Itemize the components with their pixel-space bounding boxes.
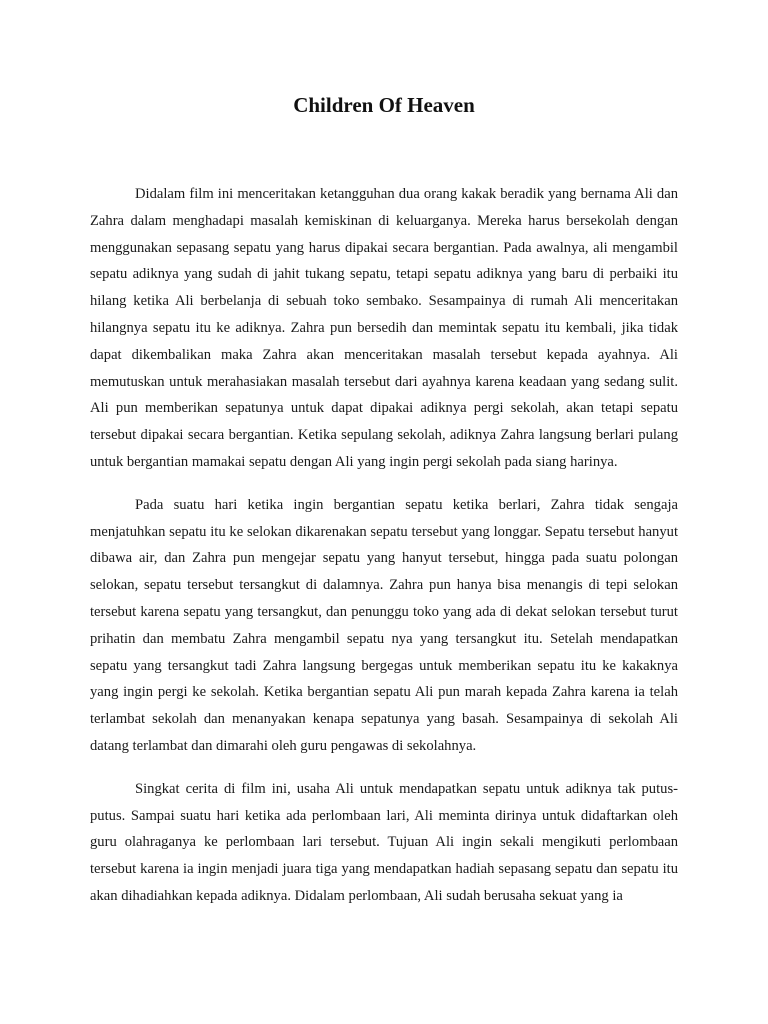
document-title: Children Of Heaven: [293, 93, 475, 117]
document-body: [90, 181, 678, 926]
paragraph-2: Pada suatu hari ketika ingin bergantian sepatu ketika berlari, Zahra tidak sengaja menjatuhkan sepatu itu ke selokan dikarenakan sepatu tersebut yang longgar. Sepatu tersebut hanyut dibawa air, dan Zahra pun mengejar sepatu yang hanyut tersebut, hingga pada suatu polongan selokan, sepatu tersebut tersangkut di dalamnya. Zahra pun hanya bisa menangis di tepi selokan tersebut karena sepatu yang tersangkut, dan penunggu toko yang ada di dekat selokan tersebut turut prihatin dan membatu Zahra mengambil sepatu nya yang tersangkut itu. Setelah mendapatkan sepatu yang tersangkut tadi Zahra langsung bergegas untuk memberikan sepatu itu ke kakaknya yang ingin pergi ke sekolah. Ketika bergantian sepatu Ali pun marah kepada Zahra karena ia telah terlambat sekolah dan menanyakan kenapa sepatunya yang basah. Sesampainya di sekolah Ali datang terlambat dan dimarahi oleh guru pengawas di sekolahnya.: [90, 496, 678, 754]
paragraph-3: Singkat cerita di film ini, usaha Ali untuk mendapatkan sepatu untuk adiknya tak putus-putus. Sampai suatu hari ketika ada perlombaan lari, Ali meminta dirinya untuk didaftarkan oleh guru olahraganya ke perlombaan lari tersebut. Tujuan Ali ingin sekali mengikuti perlombaan tersebut karena ia ingin menjadi juara tiga yang mendapatkan hadiah sepasang sepatu dan sepatu itu akan dihadiahkan kepada adiknya. Didalam perlombaan, Ali sudah berusaha sekuat yang ia: [90, 780, 678, 904]
paragraph-1: Didalam film ini menceritakan ketangguhan dua orang kakak beradik yang bernama Ali dan Zahra dalam menghadapi masalah kemiskinan di keluarganya. Mereka harus bersekolah dengan menggunakan sepasang sepatu yang harus dipakai secara bergantian. Pada awalnya, ali mengambil sepatu adiknya yang sudah di jahit tukang sepatu, tetapi sepatu adiknya yang baru di perbaiki itu hilang ketika Ali berbelanja di sebuah toko sembako. Sesampainya di rumah Ali menceritakan hilangnya sepatu itu ke adiknya. Zahra pun bersedih dan memintak sepatu itu kembali, jika tidak dapat dikembalikan maka Zahra akan menceritakan masalah tersebut kepada ayahnya. Ali memutuskan untuk merahasiakan masalah tersebut dari ayahnya karena keadaan yang sedang sulit. Ali pun memberikan sepatunya untuk dapat dipakai adiknya pergi sekolah, akan tetapi sepatu tersebut dipakai secara bergantian. Ketika sepulang sekolah, adiknya Zahra langsung berlari pulang untuk bergantian mamakai sepatu dengan Ali yang ingin pergi sekolah pada siang harinya.: [90, 186, 678, 470]
